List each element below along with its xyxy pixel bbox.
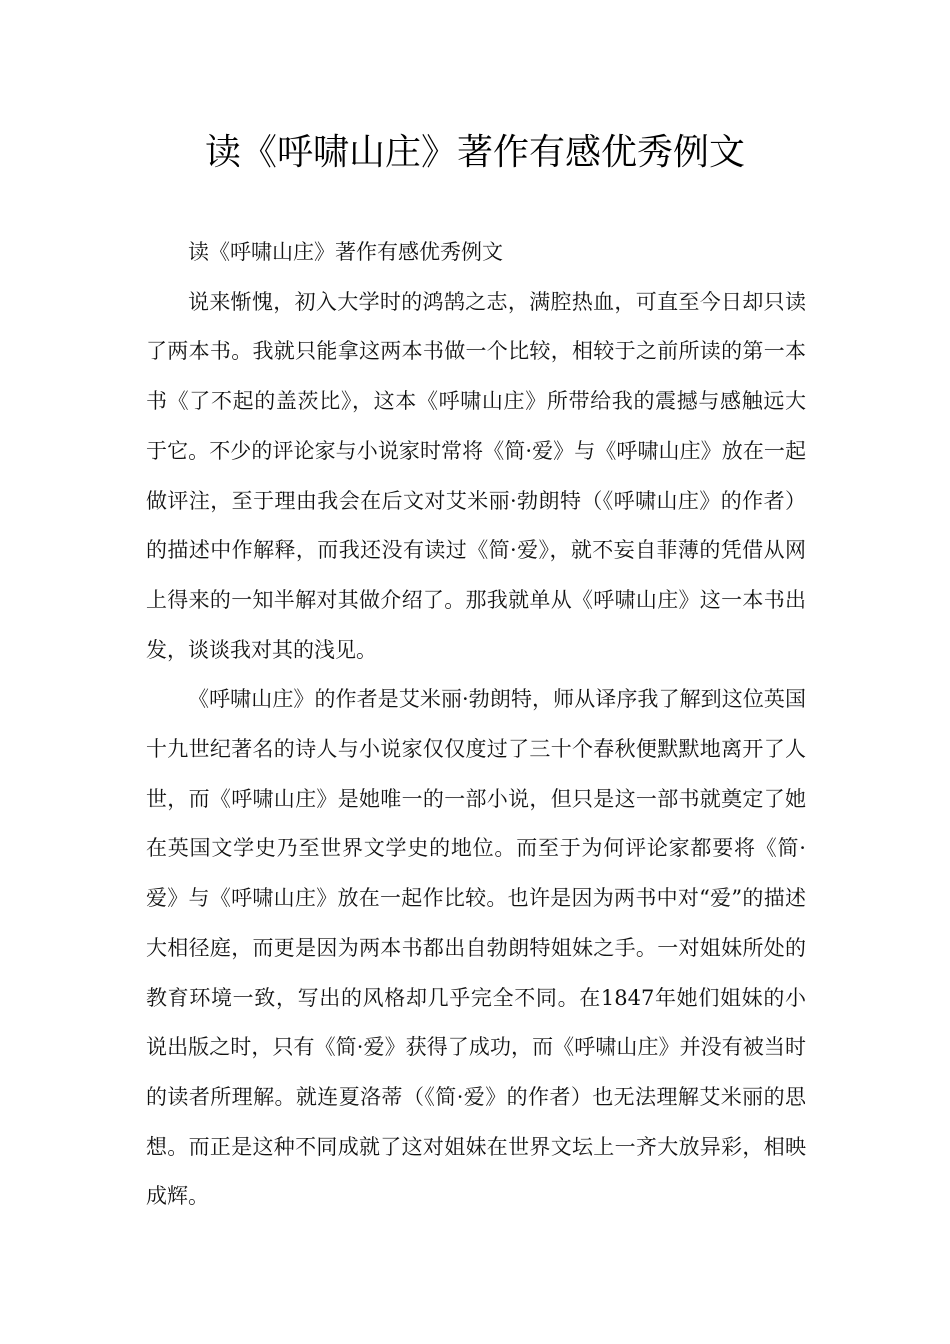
subtitle-paragraph: 读《呼啸山庄》著作有感优秀例文 [188,240,503,264]
body-paragraph: 《呼啸山庄》的作者是艾米丽·勃朗特，师从译序我了解到这位英国十九世纪著名的诗人与小说家仅仅度过了三十个春秋便默默地离开了人世，而《呼啸山庄》是她唯一的一部小说，但只是这一部书就奠定了她在英国文学史乃至世界文学史的地位。而至于为何评论家都要将《简·爱》与《呼啸山庄》放在一起作比较。也许是因为两书中对“爱”的描述大相径庭，而更是因为两本书都出自勃朗特姐妹之手。一对姐妹所处的教育环境一致，写出的风格却几乎完全不同。在1847年她们姐妹的小说出版之时，只有《简·爱》获得了成功，而《呼啸山庄》并没有被当时的读者所理解。就连夏洛蒂（《简·爱》的作者）也无法理解艾米丽的思想。而正是这种不同成就了这对姐妹在世界文坛上一齐大放异彩，相映成辉。 [146,687,806,1209]
body-paragraph: 说来惭愧，初入大学时的鸿鹄之志，满腔热血，可直至今日却只读了两本书。我就只能拿这两本书做一个比较，相较于之前所读的第一本书《了不起的盖茨比》，这本《呼啸山庄》所带给我的震撼与感触远大于它。不少的评论家与小说家时常将《简·爱》与《呼啸山庄》放在一起做评注，至于理由我会在后文对艾米丽·勃朗特（《呼啸山庄》的作者）的描述中作解释，而我还没有读过《简·爱》，就不妄自菲薄的凭借从网上得来的一知半解对其做介绍了。那我就单从《呼啸山庄》这一本书出发，谈谈我对其的浅见。 [146,289,806,662]
document-body [146,228,806,1222]
document-title: 读《呼啸山庄》著作有感优秀例文 [204,132,745,173]
